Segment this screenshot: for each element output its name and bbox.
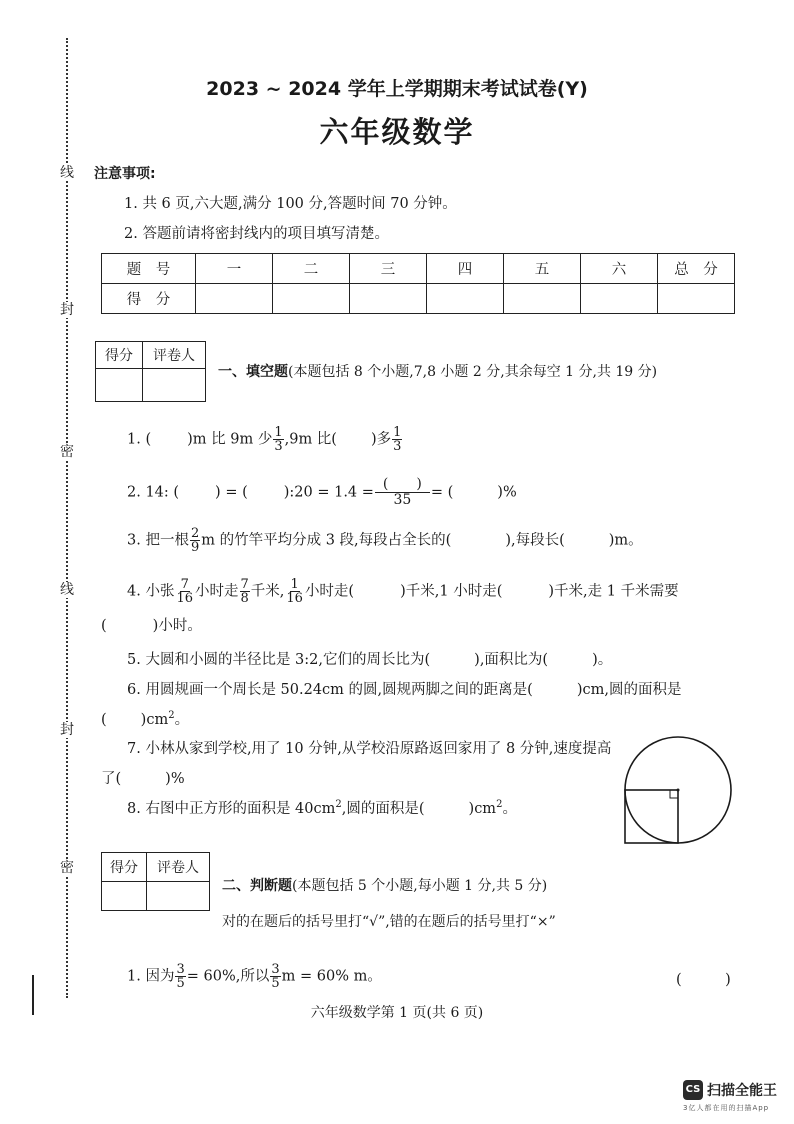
q-text: m = 60% m。 (281, 968, 382, 985)
q-text: 8. 右图中正方形的面积是 40cm (127, 801, 336, 817)
q-text: 6. 用圆规画一个周长是 50.24cm 的圆,圆规两脚之间的距离是( (127, 682, 533, 698)
q-text: )cm (140, 712, 169, 728)
q-text: )千米,走 1 千米需要 (548, 583, 679, 600)
fraction: $\frac{2}{9}$ (190, 526, 200, 555)
q-text: 2 (168, 710, 175, 722)
q-text: ,9m 比( (284, 431, 337, 448)
q-text: ( (101, 712, 107, 728)
section1-desc: (本题包括 8 个小题,7,8 小题 2 分,其余每空 1 分,共 19 分) (288, 364, 658, 380)
table-header-cell: 总 分 (658, 254, 735, 284)
fraction: $\frac{7}{8}$ (240, 577, 249, 606)
score-cell (196, 284, 273, 314)
scanner-app-name: 扫描全能王 (707, 1083, 777, 1099)
table-header-cell: 四 (427, 254, 504, 284)
score-cell (350, 284, 427, 314)
q-text: 2. 14: ( (127, 484, 180, 501)
fraction: $\frac{( )}{35}$ (375, 477, 430, 508)
section2-desc: (本题包括 5 个小题,每小题 1 分,共 5 分) (292, 878, 548, 894)
table-header-cell: 一 (196, 254, 273, 284)
q-text: 7. 小林从家到学校,用了 10 分钟,从学校沿原路返回家用了 8 分钟,速度提高 (127, 741, 612, 757)
seal-char: 封 (60, 722, 74, 738)
q-text: )千米,1 小时走( (400, 583, 503, 600)
q-text: 千米, (250, 583, 285, 600)
q-text: )% (165, 771, 185, 787)
scanner-logo-icon: CS (683, 1080, 703, 1100)
circle-square-figure (620, 735, 736, 847)
q-text: 。 (174, 712, 190, 728)
question-7 (127, 737, 611, 758)
q-text: m 的竹竿平均分成 3 段,每段占全长的( (201, 532, 452, 549)
q-text: = 60%,所以 (186, 968, 270, 985)
scanner-tagline: 3亿人都在用的扫描App (683, 1104, 770, 1112)
seal-char: 密 (60, 444, 74, 460)
q-text: ),每段长( (505, 532, 565, 549)
grader-reviewer-cell (147, 882, 210, 911)
q-text: 2 (335, 799, 342, 811)
score-cell (658, 284, 735, 314)
q-text: 。 (502, 801, 517, 817)
q-text: 2 (496, 799, 503, 811)
score-cell (581, 284, 658, 314)
table-header-cell: 二 (273, 254, 350, 284)
notes-heading: 注意事项: (94, 166, 156, 182)
q-text: 1. 因为 (127, 968, 175, 985)
q-text: )。 (592, 652, 613, 668)
grader-box (101, 852, 210, 911)
score-cell (273, 284, 350, 314)
section2-instruction: 对的在题后的括号里打“√”,错的在题后的括号里打“×” (222, 914, 556, 930)
q-text: 3. 把一根 (127, 532, 189, 549)
q-text: )cm (468, 801, 497, 817)
q-text: )% (497, 484, 517, 501)
q-text: )多 (370, 431, 392, 448)
seal-char: 封 (60, 302, 74, 318)
question-2 (127, 477, 517, 508)
q-text: 1. ( (127, 431, 152, 448)
exam-title: 2023 ~ 2024 学年上学期期末考试试卷(Y) (206, 78, 588, 100)
q-text: ( (101, 618, 107, 634)
subject-title: 六年级数学 (319, 115, 475, 149)
section2-heading (222, 875, 547, 895)
table-header-cell: 六 (581, 254, 658, 284)
q-text: )m。 (608, 532, 643, 549)
note-item: 1. 共 6 页,六大题,满分 100 分,答题时间 70 分钟。 (124, 196, 457, 212)
q-text: ),面积比为( (474, 652, 549, 668)
grader-score-label: 得分 (102, 853, 147, 882)
q-text: 小时走( (304, 583, 355, 600)
question-4 (127, 578, 679, 605)
fraction: $\frac{1}{16}$ (286, 577, 303, 606)
q-text: ) = ( (215, 484, 248, 501)
grader-reviewer-label: 评卷人 (143, 342, 206, 369)
seal-char: 密 (60, 860, 74, 876)
fraction: $\frac{3}{5}$ (176, 962, 185, 991)
section1-heading (218, 361, 657, 381)
q-text: 5. 大圆和小圆的半径比是 3:2,它们的周长比为( (127, 652, 431, 668)
table-header-cell: 三 (350, 254, 427, 284)
question-6-continued (101, 708, 189, 729)
q-text: 小时走 (195, 583, 239, 600)
grader-reviewer-label: 评卷人 (147, 853, 210, 882)
q-text: 4. 小张 (127, 583, 175, 600)
grader-score-cell (102, 882, 147, 911)
question-1 (127, 426, 403, 453)
answer-bracket: ( ) (676, 972, 731, 988)
judge-question-1 (127, 963, 382, 990)
fraction: $\frac{3}{5}$ (271, 962, 280, 991)
q-text: )cm,圆的面积是 (576, 682, 682, 698)
seal-line (66, 38, 68, 998)
q-text: )小时。 (152, 618, 202, 634)
score-cell (504, 284, 581, 314)
question-5 (127, 648, 612, 669)
q-text: )m 比 9m 少 (187, 431, 273, 448)
fraction: $\frac{7}{16}$ (176, 577, 193, 606)
section1-title: 一、填空题 (218, 364, 288, 380)
seal-char: 线 (60, 582, 74, 598)
q-text: = ( (430, 484, 454, 501)
question-8 (127, 797, 517, 818)
page-footer: 六年级数学第 1 页(共 6 页) (310, 1005, 484, 1021)
table-header-cell: 五 (504, 254, 581, 284)
seal-char: 线 (60, 165, 74, 181)
note-item: 2. 答题前请将密封线内的项目填写清楚。 (124, 226, 389, 242)
grader-score-cell (96, 369, 143, 402)
q-text: 了( (101, 771, 122, 787)
grader-score-label: 得分 (96, 342, 143, 369)
question-3 (127, 527, 643, 554)
table-row-label: 得 分 (102, 284, 196, 314)
score-cell (427, 284, 504, 314)
fraction: $\frac{1}{3}$ (274, 425, 283, 454)
question-6 (127, 678, 681, 699)
score-table (101, 253, 735, 314)
q-text: ):20 = 1.4 = (283, 484, 374, 501)
grader-reviewer-cell (143, 369, 206, 402)
fraction: $\frac{1}{3}$ (393, 425, 402, 454)
section2-title: 二、判断题 (222, 878, 292, 894)
q-text: ,圆的面积是( (341, 801, 425, 817)
question-7-continued (101, 767, 185, 788)
question-4-continued (101, 614, 202, 635)
grader-box (95, 341, 206, 402)
table-header-cell: 题 号 (102, 254, 196, 284)
